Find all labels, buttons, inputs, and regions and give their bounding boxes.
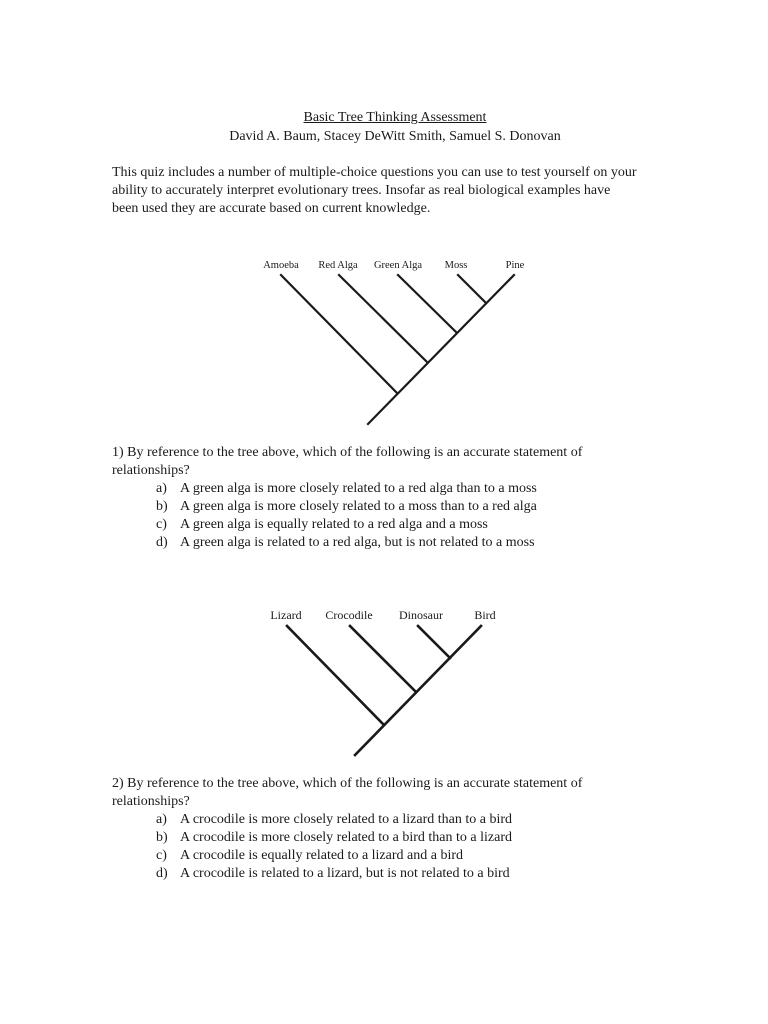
- tree2-branch-dinosaur: [418, 626, 450, 658]
- question-2-option-d[interactable]: [112, 865, 712, 883]
- tree1-label-green-alga: Green Alga: [373, 260, 423, 271]
- option-letter: b): [156, 830, 168, 845]
- option-text: A crocodile is more closely related to a bird than to a lizard: [180, 830, 512, 845]
- option-text: A green alga is related to a red alga, but is not related to a moss: [180, 535, 535, 550]
- option-text: A green alga is more closely related to a red alga than to a moss: [180, 481, 537, 496]
- option-text: A crocodile is related to a lizard, but is not related to a bird: [180, 866, 510, 881]
- question-1-option-d[interactable]: [112, 534, 712, 552]
- option-text: A green alga is equally related to a red alga and a moss: [180, 517, 488, 532]
- question-1: [112, 444, 712, 552]
- tree1-label-moss: Moss: [444, 260, 468, 271]
- option-letter: c): [156, 848, 167, 863]
- option-letter: a): [156, 481, 167, 496]
- tree1-trunk-branch: [368, 275, 514, 424]
- question-2-option-a[interactable]: [112, 811, 712, 829]
- question-1-stem-line: relationships?: [112, 463, 190, 478]
- tree1-label-amoeba: Amoeba: [263, 260, 299, 271]
- document-title: Basic Tree Thinking Assessment: [303, 110, 487, 125]
- tree2-label-crocodile: Crocodile: [325, 608, 373, 622]
- option-text: A crocodile is equally related to a lizard and a bird: [180, 848, 464, 863]
- question-1-option-b[interactable]: [112, 498, 712, 516]
- tree2-label-lizard: Lizard: [270, 608, 302, 622]
- intro-line: been used they are accurate based on current knowledge.: [112, 201, 431, 216]
- option-letter: b): [156, 499, 168, 514]
- intro-line: This quiz includes a number of multiple-choice questions you can use to test yourself on your: [112, 165, 637, 180]
- question-1-stem-line: 1) By reference to the tree above, which of the following is an accurate statement of: [112, 445, 583, 460]
- option-letter: d): [156, 866, 168, 881]
- tree2-branch-lizard: [287, 626, 384, 725]
- question-1-option-c[interactable]: [112, 516, 712, 534]
- tree1-branch-moss: [458, 275, 485, 302]
- tree2-trunk-branch: [355, 626, 481, 755]
- question-1-option-a[interactable]: [112, 480, 712, 498]
- tree1-branch-amoeba: [281, 275, 397, 393]
- question-2-options: [112, 811, 712, 883]
- option-letter: d): [156, 535, 168, 550]
- tree1-branch-green-alga: [398, 275, 456, 332]
- question-2-stem-line: relationships?: [112, 794, 190, 809]
- tree2-label-bird: Bird: [474, 608, 496, 622]
- option-text: A green alga is more closely related to a moss than to a red alga: [180, 499, 537, 514]
- option-letter: a): [156, 812, 167, 827]
- question-2-stem-line: 2) By reference to the tree above, which of the following is an accurate statement of: [112, 776, 583, 791]
- tree2-label-dinosaur: Dinosaur: [399, 608, 443, 622]
- tree1-label-red-alga: Red Alga: [318, 260, 358, 271]
- tree1-label-pine: Pine: [505, 260, 525, 271]
- tree2-branch-crocodile: [350, 626, 416, 692]
- question-2-option-b[interactable]: [112, 829, 712, 847]
- question-1-options: [112, 480, 712, 552]
- option-text: A crocodile is more closely related to a lizard than to a bird: [180, 812, 512, 827]
- question-2: [112, 775, 712, 883]
- document-authors: David A. Baum, Stacey DeWitt Smith, Samuel S. Donovan: [229, 129, 561, 144]
- intro-line: ability to accurately interpret evolutionary trees. Insofar as real biological examples have: [112, 183, 611, 198]
- option-letter: c): [156, 517, 167, 532]
- question-2-option-c[interactable]: [112, 847, 712, 865]
